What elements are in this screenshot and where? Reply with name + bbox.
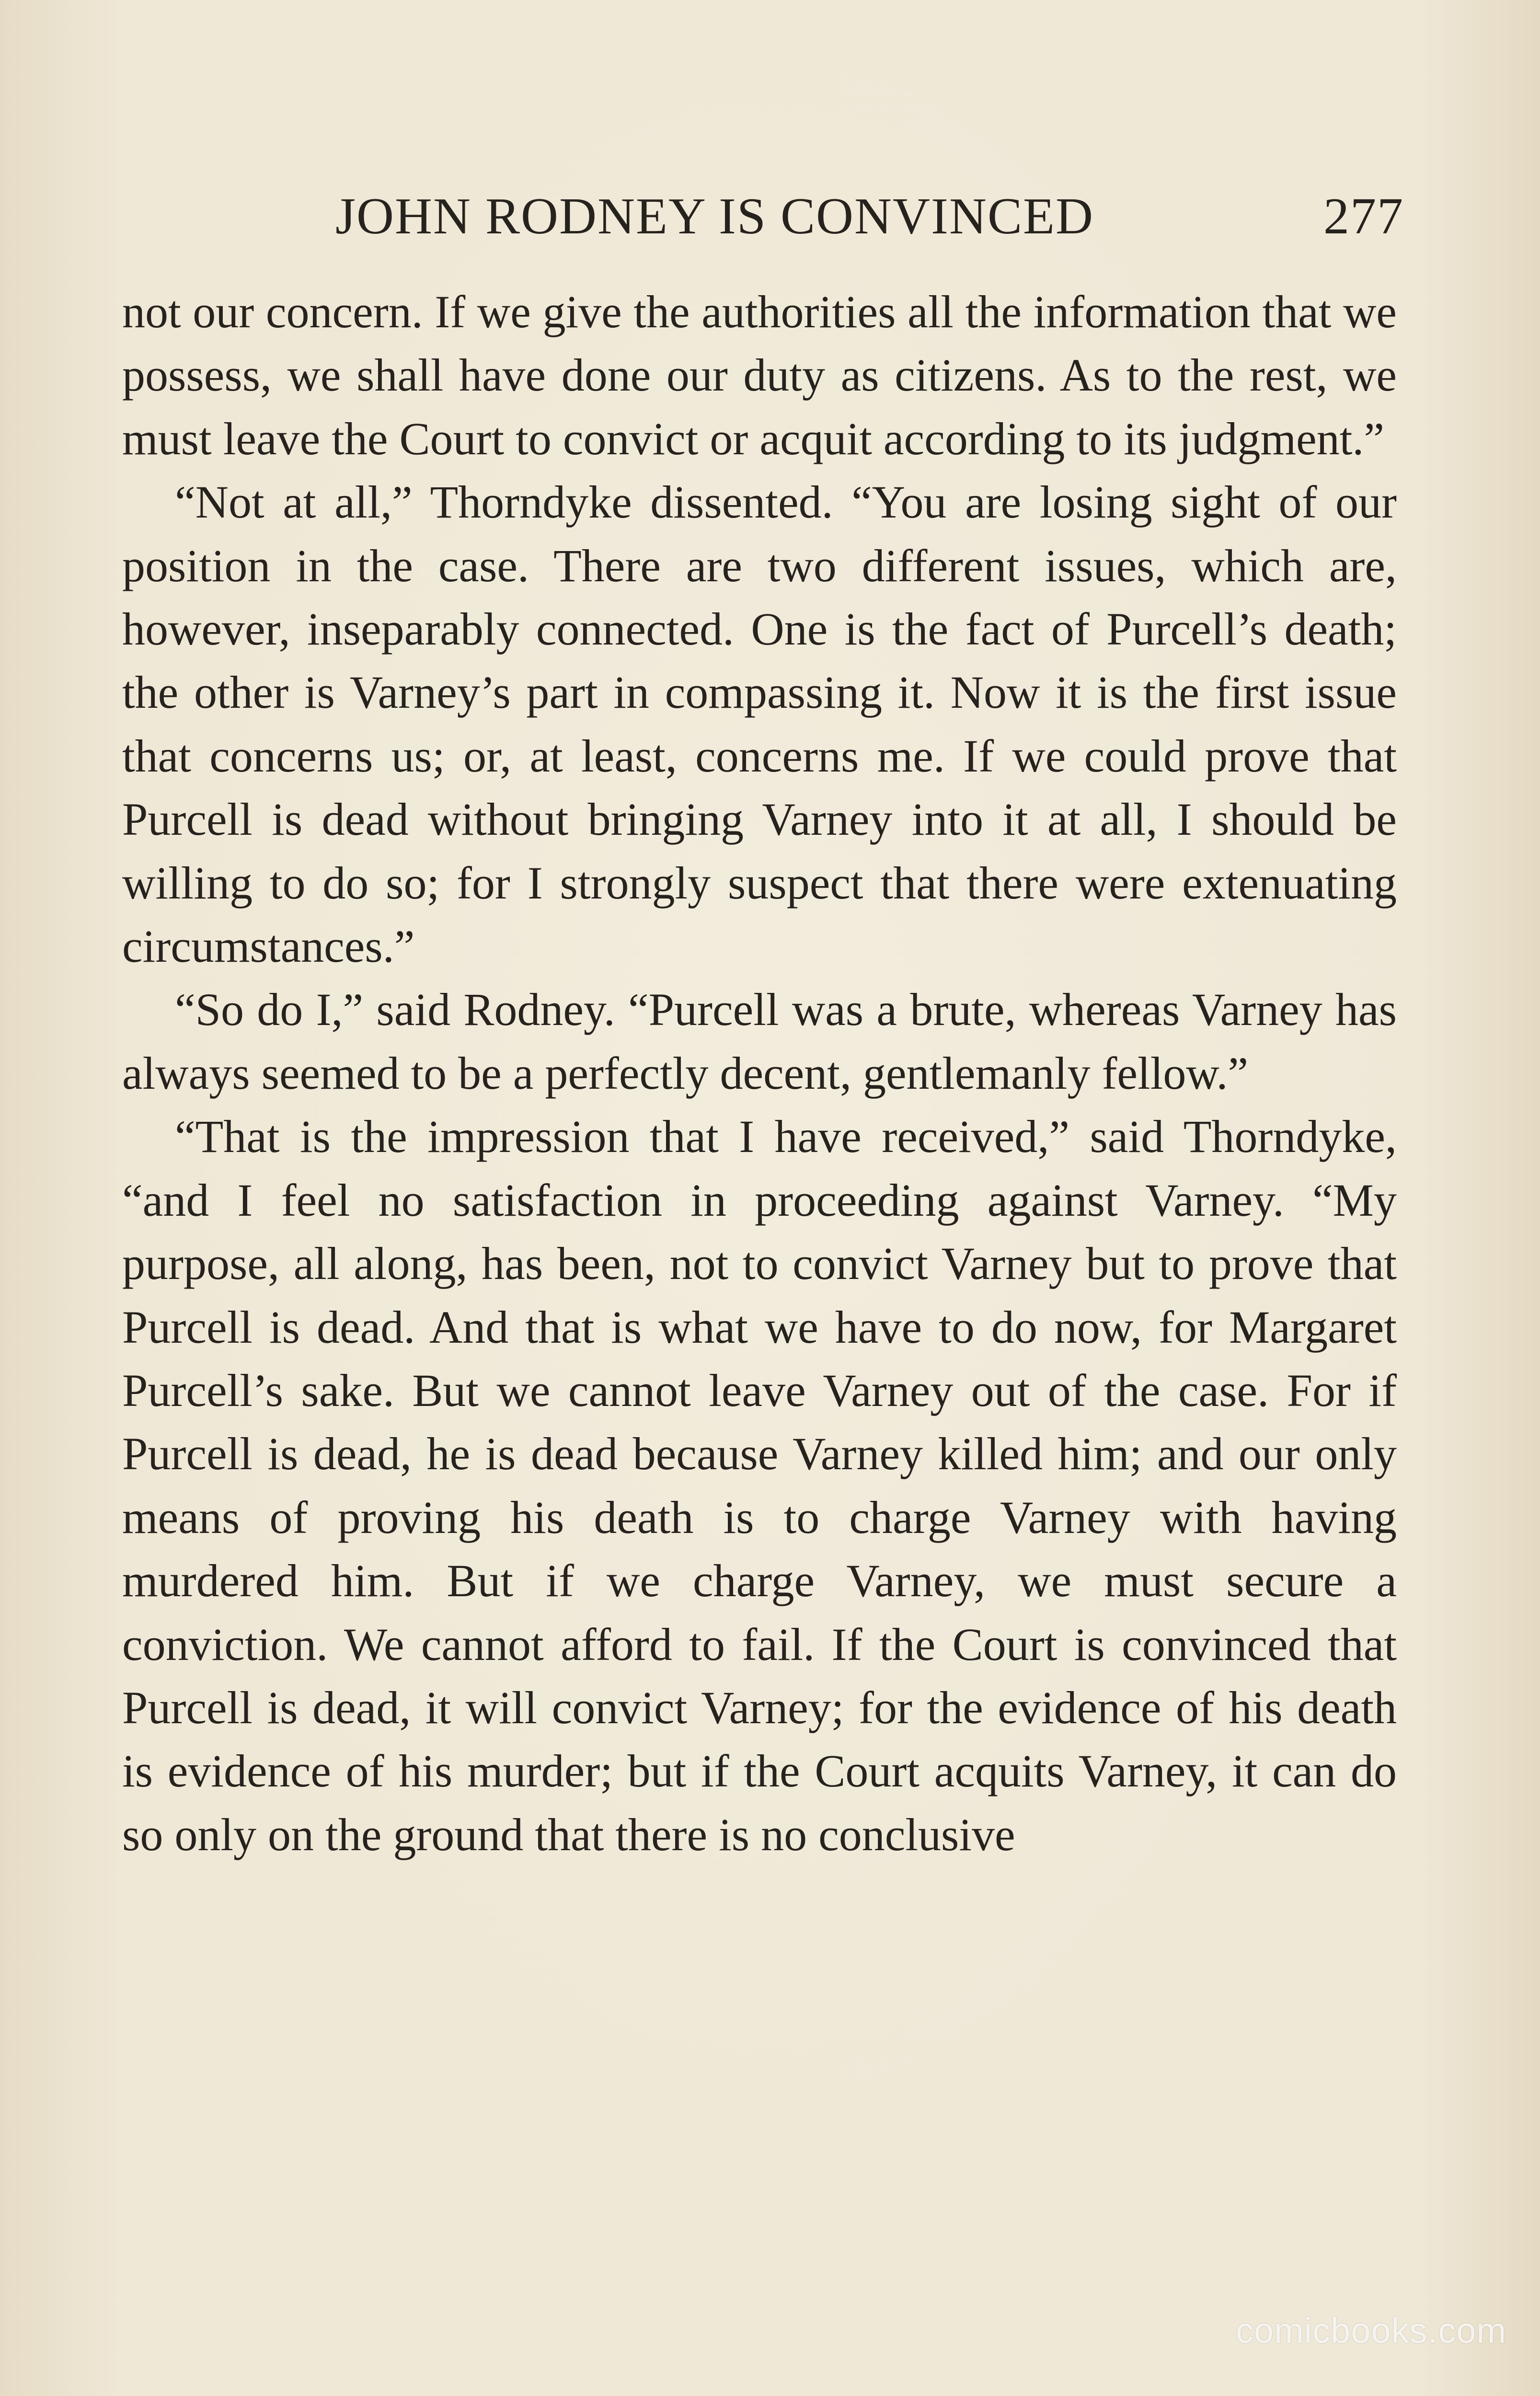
page-header [120, 178, 1404, 255]
paragraph: “That is the impression that I have received,” said Thorndyke, “and I feel no satisfaction in proceeding against Varney. “My purpose, all along, has been, not to convict Varney but to prove that Purcell is dead. And that is what we have to do now, for Margaret Purcell’s sake. But we cannot leave Varney out of the case. For if Purcell is dead, he is dead because Varney killed him; and our only means of proving his death is to charge Varney with having murdered him. But if we charge Varney, we must secure a conviction. We cannot afford to fail. If the Court is convinced that Purcell is dead, it will convict Varney; for the evidence of his death is evidence of his murder; but if the Court acquits Varney, it can do so only on the ground that there is no conclusive [122, 1111, 1397, 1860]
page-number: 277 [1323, 188, 1404, 245]
paragraph-continued: not our concern. If we give the authorities all the information that we possess, we shall have done our duty as citizens. As to the rest, we must leave the Court to convict or acquit according to its judgment.” [122, 286, 1397, 464]
body-text [122, 280, 1397, 2188]
paragraph: “Not at all,” Thorndyke dissented. “You are losing sight of our position in the case. There are two different issues, which are, however, inseparably connected. One is the fact of Purcell’s death; the other is Varney’s part in compassing it. Now it is the first issue that concerns us; or, at least, concerns me. If we could prove that Purcell is dead without bringing Varney into it at all, I should be willing to do so; for I strongly suspect that there were extenuating circumstances.” [122, 476, 1397, 972]
running-title: JOHN RODNEY IS CONVINCED [335, 188, 1094, 245]
paragraph: “So do I,” said Rodney. “Purcell was a brute, whereas Varney has always seemed to be a perfectly decent, gentlemanly fellow.” [122, 984, 1397, 1099]
watermark: comicbooks.com [1235, 2311, 1506, 2350]
